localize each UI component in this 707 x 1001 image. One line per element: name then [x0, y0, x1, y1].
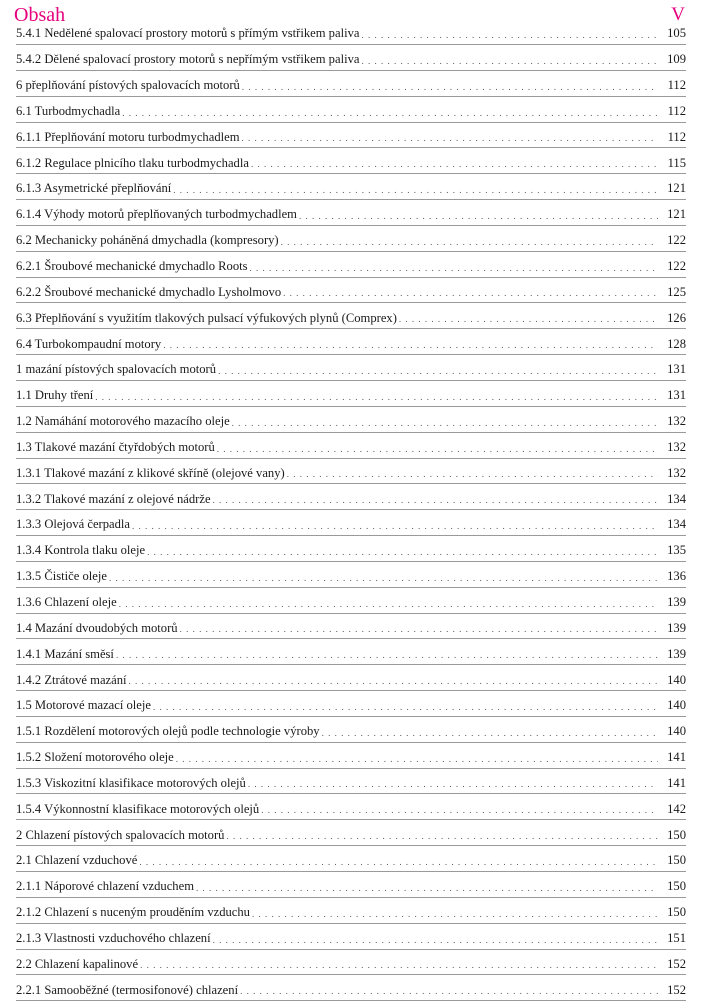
- dot-leader: [213, 936, 658, 945]
- toc-entry-page: 152: [667, 982, 686, 997]
- toc-entry[interactable]: [16, 846, 686, 872]
- toc-entry-page: 150: [667, 905, 686, 920]
- toc-entry-title: 2.1.2 Chlazení s nuceným prouděním vzduchu: [16, 905, 250, 920]
- toc-entry[interactable]: [16, 536, 686, 562]
- toc-entry-page: 150: [667, 853, 686, 868]
- toc-entry-title: 1.5.2 Složení motorového oleje: [16, 750, 174, 765]
- toc-entry[interactable]: [16, 71, 686, 97]
- toc-entry-page: 109: [667, 52, 686, 67]
- toc-entry-title: 6.1.3 Asymetrické přeplňování: [16, 181, 172, 196]
- dot-leader: [147, 548, 658, 557]
- toc-entry-page: 140: [667, 672, 686, 687]
- toc-entry[interactable]: [16, 278, 686, 304]
- toc-entry-title: 1.1 Druhy tření: [16, 388, 94, 403]
- toc-entry[interactable]: [16, 226, 686, 252]
- dot-leader: [281, 238, 658, 247]
- dot-leader: [217, 445, 658, 454]
- toc-entry-title: 6 přeplňování pístových spalovacích motorů: [16, 78, 240, 93]
- toc-entry-page: 121: [667, 207, 686, 222]
- toc-entry[interactable]: [16, 743, 686, 769]
- toc-entry[interactable]: [16, 639, 686, 665]
- page-number-roman: V: [671, 4, 685, 25]
- toc-entry[interactable]: [16, 381, 686, 407]
- toc-entry[interactable]: [16, 950, 686, 976]
- toc-entry-title: 6.2.1 Šroubové mechanické dmychadlo Roots: [16, 259, 248, 273]
- toc-entry-title: 6.2 Mechanicky poháněná dmychadla (kompresory): [16, 233, 279, 248]
- toc-entry-page: 141: [667, 775, 686, 790]
- toc-entry-title: 1.4 Mazání dvoudobých motorů: [16, 620, 178, 635]
- dot-leader: [252, 910, 658, 919]
- dot-leader: [261, 806, 658, 815]
- toc-entry-page: 139: [667, 646, 686, 661]
- toc-entry[interactable]: [16, 665, 686, 691]
- dot-leader: [287, 470, 658, 479]
- toc-entry-page: 115: [667, 155, 686, 170]
- toc-entry-page: 150: [667, 827, 686, 842]
- dot-leader: [218, 367, 658, 376]
- toc-entry[interactable]: [16, 924, 686, 950]
- toc-entry-page: 112: [667, 129, 686, 144]
- toc-entry[interactable]: [16, 252, 686, 278]
- toc-entry-page: 140: [667, 698, 686, 713]
- toc-entry[interactable]: [16, 45, 686, 71]
- dot-leader: [116, 651, 658, 660]
- dot-leader: [226, 832, 658, 841]
- toc-entry[interactable]: [16, 123, 686, 149]
- dot-leader: [139, 858, 658, 867]
- toc-entry[interactable]: [16, 898, 686, 924]
- toc-entry-title: 2.2.1 Samooběžné (termosifonové) chlazení: [16, 982, 239, 997]
- toc-entry-title: 5.4.1 Nedělené spalovací prostory motorů s přímým vstřikem paliva: [16, 26, 360, 41]
- dot-leader: [242, 134, 658, 143]
- toc-entry-title: 2 Chlazení pístových spalovacích motorů: [16, 827, 225, 842]
- toc-entry[interactable]: [16, 794, 686, 820]
- toc-entry-title: 1.3.4 Kontrola tlaku oleje: [16, 543, 146, 558]
- toc-entry-title: 1.5 Motorové mazací oleje: [16, 698, 151, 713]
- toc-entry[interactable]: [16, 329, 686, 355]
- dot-leader: [251, 160, 658, 169]
- dot-leader: [232, 419, 658, 428]
- toc-entry-title: 1.5.1 Rozdělení motorových olejů podle technologie výroby: [16, 724, 320, 739]
- toc-entry[interactable]: [16, 355, 686, 381]
- dot-leader: [250, 264, 658, 273]
- toc-entry-page: 122: [667, 233, 686, 248]
- dot-leader: [153, 703, 658, 712]
- toc-entry-title: 6.1.1 Přeplňování motoru turbodmychadlem: [16, 129, 240, 144]
- toc-entry-page: 112: [667, 103, 686, 118]
- toc-entry[interactable]: [16, 975, 686, 1001]
- toc-entry-page: 105: [667, 26, 686, 41]
- toc-entry[interactable]: [16, 148, 686, 174]
- dot-leader: [109, 574, 658, 583]
- dot-leader: [122, 109, 658, 118]
- toc-entry[interactable]: [16, 407, 686, 433]
- dot-leader: [140, 961, 658, 970]
- toc-entry-title: 1.3.3 Olejová čerpadla: [16, 517, 130, 532]
- toc-entry-title: 1.4.2 Ztrátové mazání: [16, 672, 127, 687]
- toc-entry[interactable]: [16, 433, 686, 459]
- toc-entry-title: 1.3 Tlakové mazání čtyřdobých motorů: [16, 439, 215, 454]
- dot-leader: [163, 341, 658, 350]
- toc-entry-page: 152: [667, 956, 686, 971]
- dot-leader: [180, 625, 658, 634]
- toc-entry-title: 6.3 Přeplňování s využitím tlakových pulsací výfukových plynů (Comprex): [16, 310, 397, 325]
- toc-entry[interactable]: [16, 459, 686, 485]
- toc-entry[interactable]: [16, 484, 686, 510]
- toc-entry-title: 5.4.2 Dělené spalovací prostory motorů s nepřímým vstřikem paliva: [16, 52, 360, 67]
- toc-entry-title: 1 mazání pístových spalovacích motorů: [16, 362, 217, 377]
- toc-entry-title: 1.3.6 Chlazení oleje: [16, 594, 117, 609]
- dot-leader: [283, 289, 658, 298]
- toc-entry-title: 6.4 Turbokompaudní motory: [16, 336, 162, 351]
- toc-entry[interactable]: [16, 872, 686, 898]
- toc-entry[interactable]: [16, 200, 686, 226]
- dot-leader: [242, 83, 658, 92]
- toc-entry-page: 140: [667, 724, 686, 739]
- toc-entry-title: 1.2 Namáhání motorového mazacího oleje: [16, 414, 230, 429]
- toc-entry-page: 121: [667, 181, 686, 196]
- toc-entry[interactable]: [16, 691, 686, 717]
- toc-entry[interactable]: [16, 820, 686, 846]
- toc-entry[interactable]: [16, 303, 686, 329]
- toc-entry-title: 6.2.2 Šroubové mechanické dmychadlo Lysholmovo: [16, 284, 282, 299]
- toc-entry-page: 122: [667, 259, 686, 273]
- toc-entry-page: 151: [667, 930, 686, 945]
- dot-leader: [399, 315, 658, 324]
- toc-entry-page: 132: [667, 439, 686, 454]
- toc-entry-page: 132: [667, 414, 686, 429]
- toc-entry-page: 134: [667, 491, 686, 506]
- toc-entry[interactable]: [16, 769, 686, 795]
- toc-entry-title: 6.1.4 Výhody motorů přeplňovaných turbodmychadlem: [16, 207, 297, 222]
- toc-entry-page: 139: [667, 620, 686, 635]
- dot-leader: [196, 884, 658, 893]
- toc-entry-page: 132: [667, 465, 686, 480]
- toc-entry-title: 2.2 Chlazení kapalinové: [16, 956, 139, 971]
- dot-leader: [361, 31, 658, 40]
- toc-entry-title: 2.1.1 Náporové chlazení vzduchem: [16, 879, 194, 894]
- toc-entry-title: 1.5.3 Viskozitní klasifikace motorových olejů: [16, 775, 246, 790]
- toc-entry-page: 142: [667, 801, 686, 816]
- toc-entry-title: 1.3.1 Tlakové mazání z klikové skříně (olejové vany): [16, 465, 285, 480]
- toc-entry[interactable]: [16, 25, 686, 45]
- toc-entry-page: 128: [667, 336, 686, 351]
- toc-entry-title: 6.1.2 Regulace plnicího tlaku turbodmychadla: [16, 155, 249, 170]
- toc-entry-page: 112: [667, 78, 686, 93]
- toc-entry-page: 125: [667, 284, 686, 299]
- toc-entry-page: 141: [667, 750, 686, 765]
- toc-entry-page: 136: [667, 569, 686, 584]
- toc-entry-title: 1.5.4 Výkonnostní klasifikace motorových olejů: [16, 801, 260, 816]
- dot-leader: [119, 600, 658, 609]
- toc-entry[interactable]: [16, 717, 686, 743]
- toc-entry-title: 1.4.1 Mazání směsí: [16, 646, 114, 661]
- toc-entry[interactable]: [16, 174, 686, 200]
- toc-entry-page: 139: [667, 594, 686, 609]
- toc-entry-page: 131: [667, 388, 686, 403]
- table-of-contents: [16, 25, 686, 1001]
- toc-entry[interactable]: [16, 614, 686, 640]
- toc-entry-title: 1.3.5 Čističe oleje: [16, 569, 107, 584]
- dot-leader: [173, 186, 658, 195]
- toc-entry-title: 2.1 Chlazení vzduchové: [16, 853, 138, 868]
- toc-entry-title: 6.1 Turbodmychadla: [16, 103, 121, 118]
- toc-entry-page: 135: [667, 543, 686, 558]
- toc-entry[interactable]: [16, 588, 686, 614]
- toc-entry-page: 150: [667, 879, 686, 894]
- dot-leader: [176, 755, 658, 764]
- toc-entry-title: 2.1.3 Vlastnosti vzduchového chlazení: [16, 930, 211, 945]
- toc-entry-page: 126: [667, 310, 686, 325]
- dot-leader: [299, 212, 658, 221]
- toc-entry[interactable]: [16, 510, 686, 536]
- toc-entry-page: 134: [667, 517, 686, 532]
- toc-entry[interactable]: [16, 97, 686, 123]
- dot-leader: [213, 496, 658, 505]
- dot-leader: [132, 522, 658, 531]
- page-title: Obsah: [14, 4, 66, 26]
- toc-entry[interactable]: [16, 562, 686, 588]
- dot-leader: [322, 729, 658, 738]
- dot-leader: [129, 677, 658, 686]
- dot-leader: [95, 393, 658, 402]
- dot-leader: [248, 780, 658, 789]
- toc-entry-title: 1.3.2 Tlakové mazání z olejové nádrže: [16, 491, 211, 506]
- toc-entry-page: 131: [667, 362, 686, 377]
- dot-leader: [240, 987, 658, 996]
- dot-leader: [361, 57, 658, 66]
